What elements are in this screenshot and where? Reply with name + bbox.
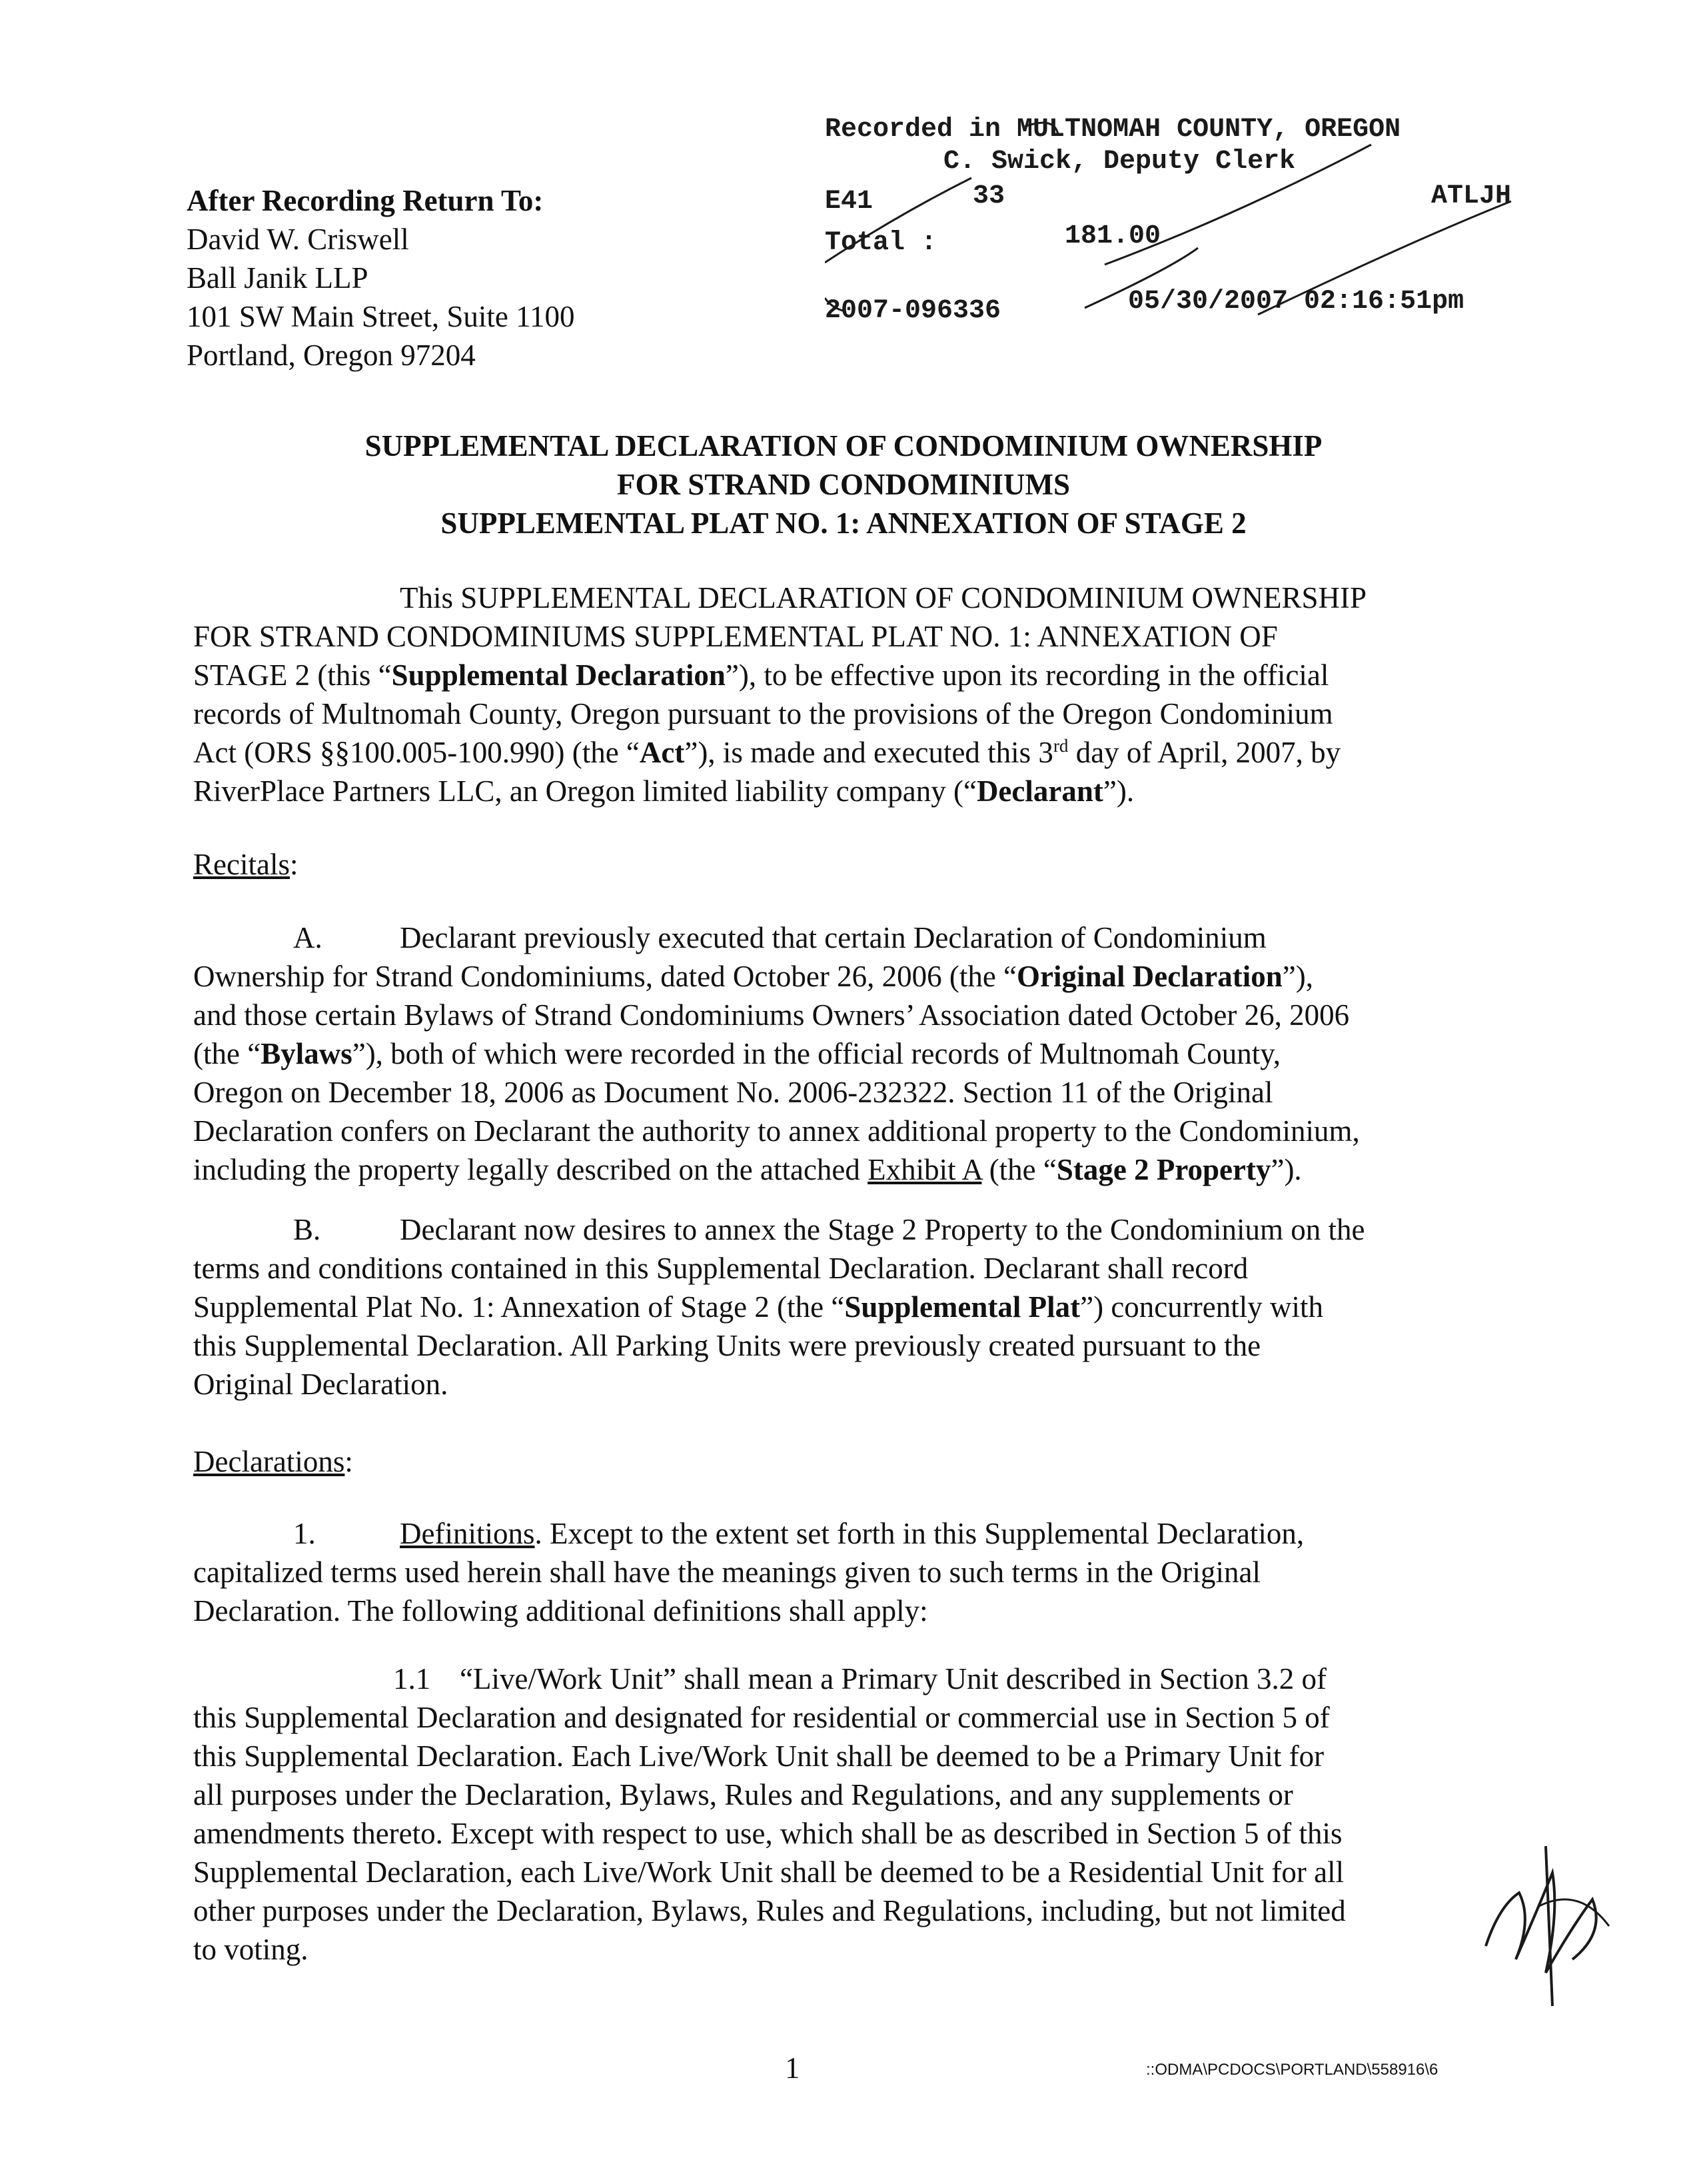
recital-text: Declarant previously executed that certain Declaration of Condominium [400, 921, 1267, 954]
defined-term: Bylaws [261, 1037, 352, 1070]
document-title-line-2: FOR STRAND CONDOMINIUMS [616, 468, 1070, 501]
return-to-street: 101 SW Main Street, Suite 1100 [187, 300, 575, 333]
recital-a-line [193, 918, 1492, 957]
section-1-1 [193, 1659, 1492, 1969]
intro-line [193, 578, 1492, 617]
stamp-line-5-right: 05/30/2007 02:16:51pm [1128, 287, 1464, 317]
recital-b-line [193, 1365, 1492, 1404]
intro-text: Act (ORS §§100.005-100.990) (the “ [193, 736, 640, 769]
recital-text: including the property legally described on the attached [193, 1153, 868, 1186]
recital-a [193, 918, 1492, 1189]
recital-text: (the “ [981, 1153, 1057, 1186]
document-title-line-3: SUPPLEMENTAL PLAT NO. 1: ANNEXATION OF STAGE 2 [440, 507, 1247, 540]
defined-term: Stage 2 Property [1056, 1153, 1271, 1186]
return-to-firm: Ball Janik LLP [187, 261, 368, 295]
return-to-name: David W. Criswell [187, 223, 409, 256]
recitals-heading [193, 845, 298, 884]
return-to-heading: After Recording Return To: [187, 184, 544, 217]
recital-text: terms and conditions contained in this Supplemental Declaration. Declarant shall record [193, 1252, 1249, 1285]
section-1-1-line [193, 1853, 1492, 1891]
intro-line [193, 772, 1492, 810]
recital-marker: A. [293, 921, 322, 954]
intro-line [193, 656, 1492, 694]
recital-a-line [193, 1150, 1492, 1189]
stamp-line-4-left: Total : [825, 228, 937, 258]
intro-line [193, 733, 1492, 772]
recital-text: ”), [1282, 960, 1313, 993]
recital-text: ”). [1271, 1153, 1302, 1186]
intro-text: This SUPPLEMENTAL DECLARATION OF CONDOMINIUM OWNERSHIP [400, 581, 1367, 614]
document-id: ::ODMA\PCDOCS\PORTLAND\558916\6 [1146, 2061, 1438, 2079]
stamp-line-1: Recorded in MULTNOMAH COUNTY, OREGON [825, 115, 1401, 145]
recital-text: (the “ [193, 1037, 261, 1070]
document-title-line-1: SUPPLEMENTAL DECLARATION OF CONDOMINIUM OWNERSHIP [364, 429, 1323, 463]
recital-a-line [193, 996, 1492, 1034]
recital-text: and those certain Bylaws of Strand Condominiums Owners’ Association dated October 26, 2006 [193, 998, 1350, 1032]
stamp-line-3-left: E41 [825, 187, 873, 217]
intro-text: day of April, 2007, by [1068, 736, 1341, 769]
intro-paragraph [193, 578, 1492, 810]
intro-text: STAGE 2 (this “ [193, 658, 392, 692]
intro-line [193, 617, 1492, 656]
recital-text: Declarant now desires to annex the Stage 2 Property to the Condominium on the [400, 1213, 1365, 1246]
page-number: 1 [785, 2051, 800, 2085]
section-text: this Supplemental Declaration. Each Live/Work Unit shall be deemed to be a Primary Unit for [193, 1739, 1325, 1773]
declarations-heading-colon: : [344, 1445, 353, 1478]
handwritten-initials [1479, 1826, 1612, 2013]
recital-b-line [193, 1249, 1492, 1288]
section-1-1-line [193, 1930, 1492, 1969]
recital-marker: B. [293, 1213, 321, 1246]
recital-a-line [193, 1112, 1492, 1150]
recital-text: ”) concurrently with [1080, 1290, 1323, 1324]
defined-term: Act [639, 736, 685, 769]
section-1-line [193, 1553, 1492, 1592]
section-title: Definitions [400, 1517, 535, 1550]
recital-b [193, 1210, 1492, 1404]
stamp-line-3-right: ATLJH [1431, 181, 1512, 211]
section-text: this Supplemental Declaration and designated for residential or commercial use in Section 5 of [193, 1701, 1330, 1734]
recital-text: Supplemental Plat No. 1: Annexation of Stage 2 (the “ [193, 1290, 845, 1324]
section-text: other purposes under the Declaration, Bylaws, Rules and Regulations, including, but not limited [193, 1894, 1346, 1927]
section-1-1-line [193, 1775, 1492, 1814]
declarations-heading-text: Declarations [193, 1445, 345, 1478]
recitals-heading-text: Recitals [193, 848, 290, 881]
exhibit-reference: Exhibit A [867, 1153, 982, 1186]
recital-b-line [193, 1326, 1492, 1365]
section-text: “Live/Work Unit” shall mean a Primary Unit described in Section 3.2 of [460, 1662, 1327, 1695]
intro-line [193, 694, 1492, 733]
defined-term: Supplemental Declaration [391, 658, 726, 692]
section-1-1-line [193, 1814, 1492, 1853]
recital-a-line [193, 1034, 1492, 1073]
return-to-block [187, 181, 574, 375]
recital-text: Ownership for Strand Condominiums, dated October 26, 2006 (the “ [193, 960, 1017, 993]
section-marker: 1. [293, 1517, 316, 1550]
section-1-1-line [193, 1698, 1492, 1737]
stamp-line-5-left: 2007-096336 [825, 296, 1001, 326]
section-1-line [193, 1592, 1492, 1630]
recital-b-line [193, 1210, 1492, 1249]
recital-text: Oregon on December 18, 2006 as Document No. 2006-232322. Section 11 of the Original [193, 1076, 1273, 1109]
section-1-1-line [193, 1891, 1492, 1930]
section-marker: 1.1 [393, 1662, 431, 1695]
section-text: to voting. [193, 1933, 308, 1966]
declarations-heading [193, 1442, 353, 1481]
defined-term: Original Declaration [1017, 960, 1283, 993]
intro-text: ”), to be effective upon its recording in the official [725, 658, 1329, 692]
stamp-line-2: C. Swick, Deputy Clerk [943, 147, 1296, 177]
recital-a-line [193, 957, 1492, 996]
section-text: . Except to the extent set forth in this Supplemental Declaration, [534, 1517, 1305, 1550]
recital-b-line [193, 1288, 1492, 1326]
section-1-line [193, 1514, 1492, 1553]
recital-text: ”), both of which were recorded in the official records of Multnomah County, [352, 1037, 1281, 1070]
return-to-city: Portland, Oregon 97204 [187, 339, 476, 372]
recital-text: this Supplemental Declaration. All Parking Units were previously created pursuant to the [193, 1329, 1261, 1362]
intro-text: ”). [1103, 774, 1135, 808]
section-text: amendments thereto. Except with respect to use, which shall be as described in Section 5 of this [193, 1817, 1343, 1850]
recording-stamp [825, 115, 1544, 335]
defined-term: Supplemental Plat [844, 1290, 1081, 1324]
recitals-heading-colon: : [289, 848, 298, 881]
section-text: Supplemental Declaration, each Live/Work Unit shall be deemed to be a Residential Unit for all [193, 1855, 1345, 1889]
recital-a-line [193, 1073, 1492, 1112]
defined-term: Declarant [976, 774, 1103, 808]
section-1-1-line [193, 1659, 1492, 1698]
intro-text: records of Multnomah County, Oregon pursuant to the provisions of the Oregon Condominium [193, 697, 1333, 730]
ordinal-suffix: rd [1053, 736, 1069, 756]
stamp-line-3-mid: 33 [973, 181, 1005, 211]
stamp-line-4-right: 181.00 [1065, 221, 1161, 251]
section-text: capitalized terms used herein shall have the meanings given to such terms in the Original [193, 1556, 1261, 1589]
recital-text: Original Declaration. [193, 1368, 448, 1401]
section-1-1-line [193, 1737, 1492, 1775]
section-1 [193, 1514, 1492, 1630]
intro-text: FOR STRAND CONDOMINIUMS SUPPLEMENTAL PLAT NO. 1: ANNEXATION OF [193, 620, 1278, 653]
intro-text: ”), is made and executed this 3 [684, 736, 1053, 769]
recital-text: Declaration confers on Declarant the authority to annex additional property to the Condominium, [193, 1114, 1360, 1148]
section-text: all purposes under the Declaration, Bylaws, Rules and Regulations, and any supplements or [193, 1778, 1293, 1811]
section-text: Declaration. The following additional definitions shall apply: [193, 1594, 928, 1628]
intro-text: RiverPlace Partners LLC, an Oregon limited liability company (“ [193, 774, 977, 808]
stamp-strike-marks [825, 115, 1544, 335]
